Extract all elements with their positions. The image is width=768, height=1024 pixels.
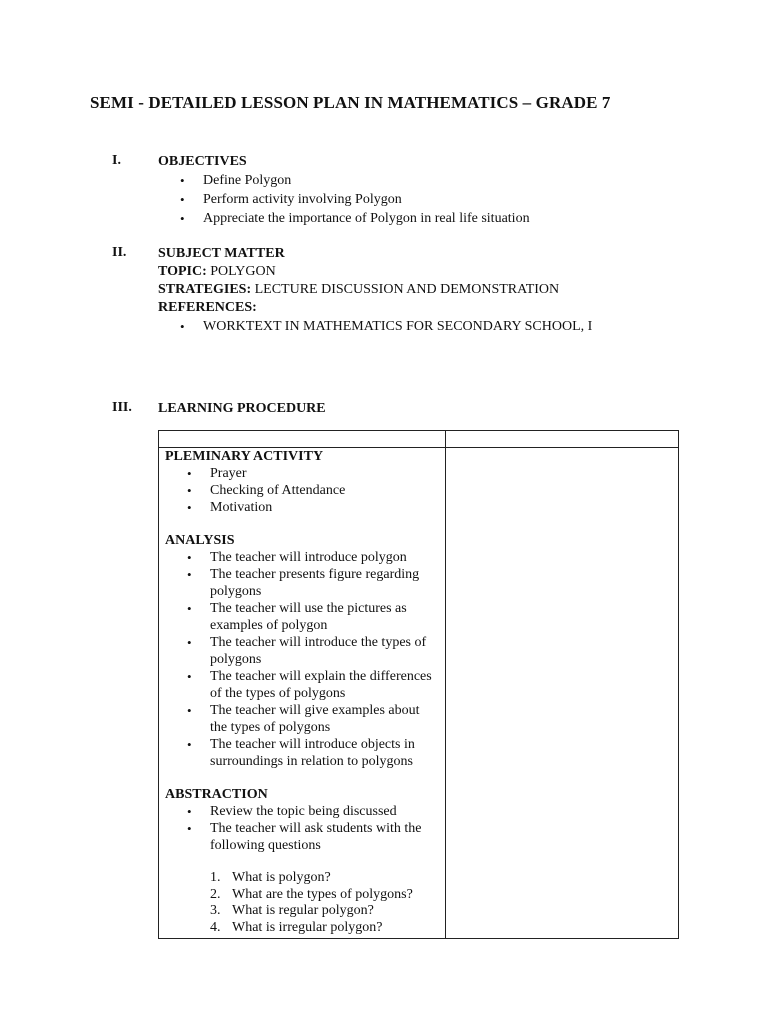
question-number: 1. <box>210 870 221 885</box>
section-number: III. <box>112 400 132 415</box>
references-line <box>158 299 718 317</box>
list-item: • Checking of Attendance <box>165 482 439 499</box>
pleminary-list <box>165 465 439 516</box>
questions-list <box>165 870 439 936</box>
list-item: • The teacher will explain the differences of the types of polygons <box>165 668 439 702</box>
section-heading: LEARNING PROCEDURE <box>158 401 326 416</box>
question-number: 4. <box>210 919 221 935</box>
list-item: • WORKTEXT IN MATHEMATICS FOR SECONDARY SCHOOL, I <box>158 317 718 336</box>
table-cell <box>446 448 679 939</box>
abstraction-heading: ABSTRACTION <box>165 787 268 802</box>
question-text: What is polygon? <box>232 870 331 885</box>
table-header-row <box>159 431 679 448</box>
topic-value: POLYGON <box>210 264 276 279</box>
table-cell <box>159 448 446 939</box>
list-item: • The teacher will ask students with the following questions <box>165 820 439 854</box>
list-item: • Appreciate the importance of Polygon in real life situation <box>158 209 718 228</box>
question-item <box>165 887 439 904</box>
question-text: What is regular polygon? <box>232 903 374 918</box>
list-item: • The teacher presents figure regarding polygons <box>165 566 439 600</box>
topic-label: TOPIC: <box>158 264 207 279</box>
section-number: I. <box>112 153 121 168</box>
list-item: • The teacher will introduce the types of polygons <box>165 634 439 668</box>
section-heading: OBJECTIVES <box>158 154 247 169</box>
question-item <box>165 920 439 937</box>
topic-line <box>158 263 718 281</box>
question-number: 2. <box>210 886 221 902</box>
question-item <box>165 870 439 887</box>
list-item: • Perform activity involving Polygon <box>158 190 718 209</box>
list-item: • Review the topic being discussed <box>165 803 439 820</box>
question-number: 3. <box>210 903 221 918</box>
objectives-list <box>158 171 718 228</box>
list-item: • The teacher will give examples about the types of polygons <box>165 702 439 736</box>
strategies-label: STRATEGIES: <box>158 282 252 297</box>
table-row <box>159 448 679 939</box>
analysis-heading: ANALYSIS <box>165 533 235 548</box>
references-label: REFERENCES: <box>158 300 257 315</box>
abstraction-list <box>165 803 439 854</box>
strategies-value: LECTURE DISCUSSION AND DEMONSTRATION <box>254 282 560 297</box>
table-cell <box>446 431 679 448</box>
references-list <box>158 317 718 336</box>
list-item: • The teacher will introduce objects in surroundings in relation to polygons <box>165 736 439 770</box>
list-item: • Define Polygon <box>158 171 718 190</box>
list-item: • The teacher will introduce polygon <box>165 549 439 566</box>
list-item: • Motivation <box>165 499 439 516</box>
strategies-line <box>158 281 718 299</box>
table-cell <box>159 431 446 448</box>
analysis-list <box>165 549 439 770</box>
procedure-table <box>158 430 679 939</box>
document-title: SEMI - DETAILED LESSON PLAN IN MATHEMATICS – GRADE 7 <box>90 93 611 112</box>
pleminary-heading: PLEMINARY ACTIVITY <box>165 449 324 464</box>
question-item <box>165 903 439 920</box>
question-text: What are the types of polygons? <box>232 886 413 902</box>
list-item: • Prayer <box>165 465 439 482</box>
section-number: II. <box>112 245 127 260</box>
section-heading: SUBJECT MATTER <box>158 246 285 261</box>
question-text: What is irregular polygon? <box>232 919 383 935</box>
list-item: • The teacher will use the pictures as examples of polygon <box>165 600 439 634</box>
